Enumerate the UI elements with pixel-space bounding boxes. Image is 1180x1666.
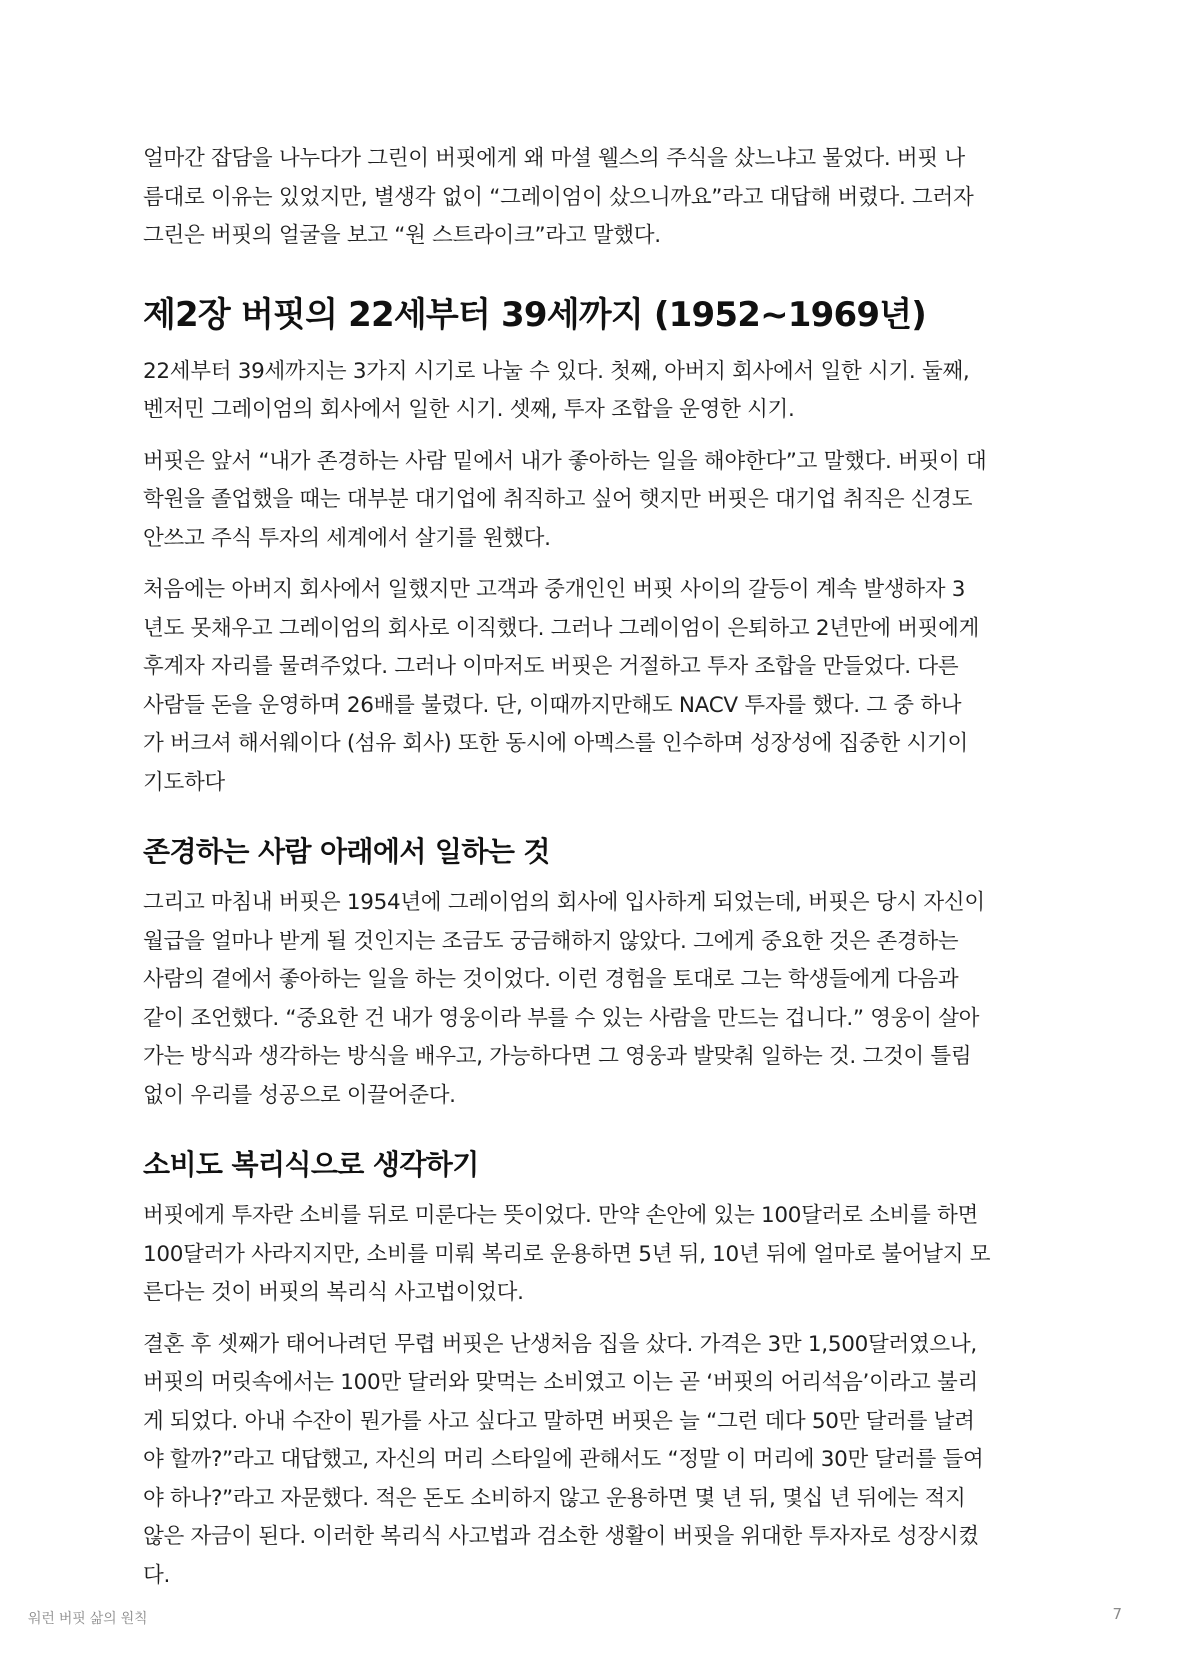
section-paragraph [143,884,1043,1115]
section-paragraph [143,1197,1043,1313]
text-line: 가는 방식과 생각하는 방식을 배우고, 가능하다면 그 영웅과 발맞춰 일하는 것. 그것이 틀림 [143,1044,972,1069]
text-line: 버핏은 앞서 “내가 존경하는 사람 밑에서 내가 좋아하는 일을 해야한다”고 말했다. 버핏이 대 [143,448,987,474]
text-line: 기도하다 [143,769,225,795]
footer-page-number: 7 [1112,1605,1122,1623]
text-line: 100달러가 사라지지만, 소비를 미뤄 복리로 운용하면 5년 뒤, 10년 뒤에 얼마로 불어날지 모 [143,1241,991,1267]
text-line: 버핏에게 투자란 소비를 뒤로 미룬다는 뜻이었다. 만약 손안에 있는 100달러로 소비를 하면 [143,1203,978,1228]
text-line: 없이 우리를 성공으로 이끌어준다. [143,1082,456,1108]
text-line: 그리고 마침내 버핏은 1954년에 그레이엄의 회사에 입사하게 되었는데, 버핏은 당시 자신이 [143,890,985,915]
text-line: 학원을 졸업했을 때는 대부분 대기업에 취직하고 싶어 햇지만 버핏은 대기업 취직은 신경도 [143,487,973,512]
text-line: 가 버크셔 해서웨이다 (섬유 회사) 또한 동시에 아멕스를 인수하며 성장성에 집중한 시기이 [143,731,968,756]
chapter-paragraph [143,571,1043,802]
text-line: 후계자 자리를 물려주었다. 그러나 이마저도 버핏은 거절하고 투자 조합을 만들었다. 다른 [143,654,959,679]
text-line: 게 되었다. 아내 수잔이 뭔가를 사고 싶다고 말하면 버핏은 늘 “그런 데다 50만 달러를 날려 [143,1408,975,1434]
text-line: 벤저민 그레이엄의 회사에서 일한 시기. 셋째, 투자 조합을 운영한 시기. [143,397,795,422]
page-content [143,140,1043,1608]
chapter-heading: 제2장 버핏의 22세부터 39세까지 (1952~1969년) [143,294,926,335]
text-line: 년도 못채우고 그레이엄의 회사로 이직했다. 그러나 그레이엄이 은퇴하고 2년만에 버핏에게 [143,615,980,641]
text-line: 결혼 후 셋째가 태어나려던 무렵 버핏은 난생처음 집을 샀다. 가격은 3만 1,500달러였으나, [143,1331,977,1357]
intro-paragraph [143,140,1043,256]
section-paragraph [143,1326,1043,1596]
text-line: 안쓰고 주식 투자의 세계에서 살기를 원했다. [143,525,551,551]
text-line: 른다는 것이 버핏의 복리식 사고법이었다. [143,1280,524,1305]
text-line: 야 할까?”라고 대답했고, 자신의 머리 스타일에 관해서도 “정말 이 머리에 30만 달러를 들여 [143,1447,984,1472]
text-line: 름대로 이유는 있었지만, 별생각 없이 “그레이엄이 샀으니까요”라고 대답해 버렸다. 그러자 [143,184,974,210]
text-line: 야 하나?”라고 자문했다. 적은 돈도 소비하지 않고 운용하면 몇 년 뒤, 몇십 년 뒤에는 적지 [143,1485,966,1511]
text-line: 얼마간 잡담을 나누다가 그린이 버핏에게 왜 마셜 웰스의 주식을 샀느냐고 물었다. 버핏 나 [143,146,965,171]
text-line: 그린은 버핏의 얼굴을 보고 “원 스트라이크”라고 말했다. [143,223,661,248]
text-line: 버핏의 머릿속에서는 100만 달러와 맞먹는 소비였고 이는 곧 ‘버핏의 어리석음’이라고 불리 [143,1370,978,1395]
text-line: 사람의 곁에서 좋아하는 일을 하는 것이었다. 이런 경험을 토대로 그는 학생들에게 다음과 [143,967,959,992]
chapter-paragraph [143,443,1043,559]
text-line: 사람들 돈을 운영하며 26배를 불렸다. 단, 이때까지만해도 NACV 투자를 했다. 그 중 하나 [143,692,962,718]
section-heading: 존경하는 사람 아래에서 일하는 것 [143,835,550,868]
text-line: 않은 자금이 된다. 이러한 복리식 사고법과 검소한 생활이 버핏을 위대한 투자자로 성장시켰 [143,1524,979,1549]
text-line: 월급을 얼마나 받게 될 것인지는 조금도 궁금해하지 않았다. 그에게 중요한 것은 존경하는 [143,928,959,954]
section-heading: 소비도 복리식으로 생각하기 [143,1148,479,1181]
text-line: 다. [143,1562,171,1588]
chapter-paragraph [143,353,1043,430]
text-line: 처음에는 아버지 회사에서 일했지만 고객과 중개인인 버핏 사이의 갈등이 계속 발생하자 3 [143,577,966,602]
text-line: 같이 조언했다. “중요한 건 내가 영웅이라 부를 수 있는 사람을 만드는 겁니다.” 영웅이 살아 [143,1005,980,1031]
footer-book-title: 워런 버핏 삶의 원칙 [28,1611,148,1627]
text-line: 22세부터 39세까지는 3가지 시기로 나눌 수 있다. 첫째, 아버지 회사에서 일한 시기. 둘째, [143,358,970,384]
